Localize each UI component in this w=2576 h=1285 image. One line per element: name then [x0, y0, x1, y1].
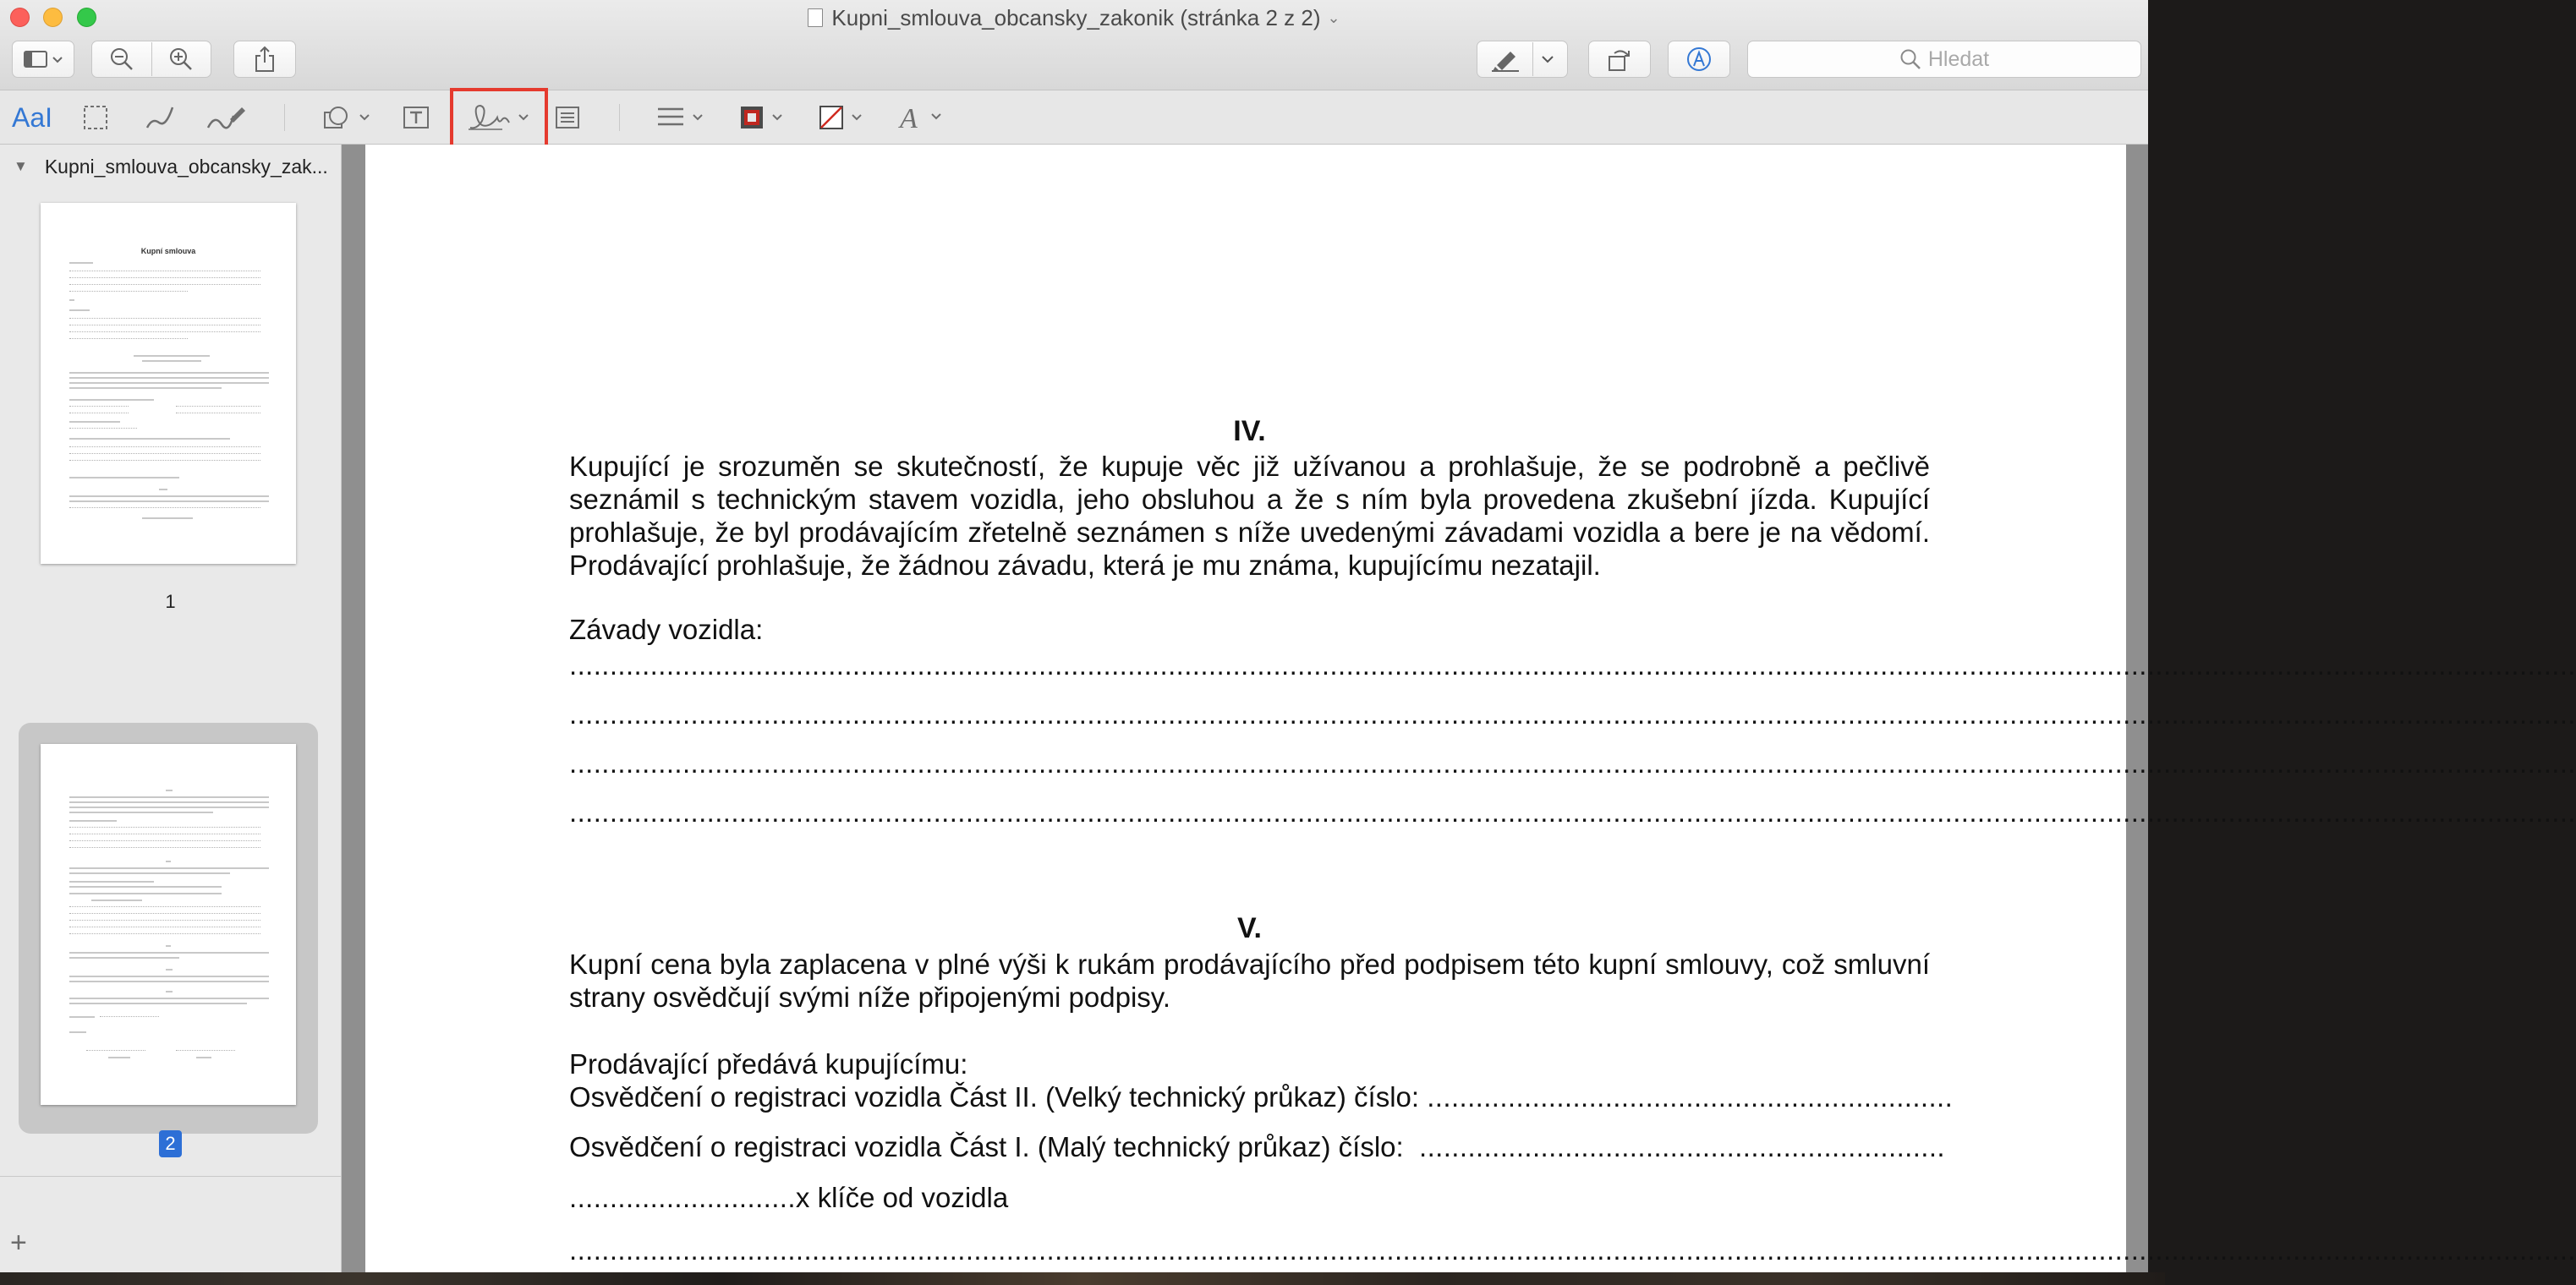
sketch-tool[interactable]	[140, 99, 178, 136]
handover-item-1-text: Osvědčení o registraci vozidla Část II. (Velký technický průkaz) číslo:	[569, 1081, 1420, 1113]
toolbar-separator	[619, 104, 620, 131]
section-v-paragraph: Kupní cena byla zaplacena v plné výši k rukám prodávajícího před podpisem této kupní smlouvy, což smluvní strany osvědčují svými níže připojenými podpisy.	[569, 949, 1930, 1013]
page-thumbnail-1[interactable]	[41, 203, 296, 564]
rectangular-selection-icon	[81, 103, 110, 132]
add-page-button[interactable]: +	[10, 1227, 27, 1259]
page-number-2-wrapper	[0, 1130, 341, 1157]
search-placeholder: Hledat	[1927, 46, 1990, 71]
toolbar-separator	[284, 104, 285, 131]
rotate-button[interactable]	[1588, 41, 1651, 78]
search-icon	[1899, 48, 1921, 70]
handover-item-2	[569, 1130, 1945, 1163]
text-selection-tool[interactable]	[12, 99, 52, 136]
font-icon	[896, 101, 951, 134]
highlight-button[interactable]	[1477, 41, 1568, 78]
sidebar-document-name: Kupni_smlouva_obcansky_zak...	[44, 155, 328, 178]
text-style-tool[interactable]	[896, 99, 951, 136]
page-number-1: 1	[165, 591, 176, 612]
rectangular-selection-tool[interactable]	[81, 99, 110, 136]
fill-in-dots: .................................................................	[1427, 1081, 1954, 1113]
handover-label: Prodávající předává kupujícímu:	[569, 1048, 968, 1080]
thumbnail-title: Kupní smlouva	[140, 247, 196, 255]
defect-line-2: ........................................................................................................................................................................................................................................................	[569, 698, 2576, 730]
shape-style-tool[interactable]	[655, 99, 709, 136]
shapes-icon	[320, 102, 374, 133]
page-thumbnail-2[interactable]	[41, 744, 296, 1105]
section-iv-heading: IV.	[1233, 415, 1266, 447]
sketch-icon	[140, 102, 178, 133]
desktop-background	[0, 1272, 2165, 1285]
zoom-control	[91, 41, 211, 78]
handover-item-3	[569, 1181, 1008, 1214]
svg-text:A: A	[900, 103, 918, 134]
defect-line-4: ........................................................................................................................................................................................................................................................	[569, 796, 2576, 828]
border-color-tool[interactable]	[737, 99, 792, 136]
section-v-heading: V.	[1236, 912, 1262, 944]
thumbnail-sidebar	[0, 145, 342, 1272]
rotate-icon	[1606, 46, 1633, 72]
zoom-out-icon	[109, 46, 134, 72]
search-input[interactable]	[1747, 41, 2141, 78]
border-color-icon	[737, 102, 792, 133]
shapes-tool[interactable]	[320, 99, 374, 136]
sidebar-view-button[interactable]	[12, 41, 74, 78]
draw-icon	[205, 102, 247, 133]
markup-icon	[1685, 46, 1713, 73]
note-tool[interactable]	[553, 99, 582, 136]
sidebar-document-header[interactable]	[14, 151, 326, 182]
document-scroll-area[interactable]	[342, 145, 2576, 1272]
text-box-tool[interactable]	[401, 99, 431, 136]
markup-toolbar-button[interactable]	[1668, 41, 1730, 78]
fill-color-tool[interactable]	[817, 99, 871, 136]
sidebar-divider	[0, 1176, 341, 1177]
document-page	[365, 145, 2576, 1272]
defect-line-3: ........................................................................................................................................................................................................................................................	[569, 747, 2576, 779]
zoom-in-button[interactable]	[152, 41, 211, 77]
markup-toolbar	[0, 90, 2148, 145]
fill-color-icon	[817, 102, 871, 133]
disclosure-triangle-icon[interactable]: ▼	[14, 158, 28, 174]
defects-label: Závady vozidla:	[569, 614, 764, 645]
chevron-down-icon: ⌄	[1327, 9, 1340, 26]
text-selection-label: AaI	[12, 101, 53, 133]
sidebar-toggle-icon	[23, 48, 63, 70]
section-iv-paragraph: Kupující je srozuměn se skutečností, že kupuje věc již užívanou a prohlašuje, že se podrobně a pečlivě seznámil s technickým stavem vozidla, jeho obsluhou a že s ním byla provedena zkušební jízda. Kupující prohlašuje, že byl prodávajícím zřetelně seznámen s níže uvedenými závadami vozidla a bere je na vědomí. Prodávající prohlašuje, že žádnou závadu, která je mu známa, kupujícímu nezatajil.	[569, 451, 1930, 581]
text-box-icon	[401, 102, 431, 133]
fill-in-dots: ............................	[569, 1182, 796, 1213]
title-bar	[0, 0, 2148, 90]
share-icon	[254, 46, 276, 73]
note-icon	[553, 103, 582, 132]
handover-item-2-text: Osvědčení o registraci vozidla Část I. (Malý technický průkaz) číslo:	[569, 1131, 1404, 1162]
highlight-pen-icon	[1490, 46, 1524, 72]
handover-item-3-text: x klíče od vozidla	[795, 1182, 1009, 1213]
defect-line-1: ........................................................................................................................................................................................................................................................	[569, 649, 2576, 681]
document-icon	[808, 8, 823, 27]
window-title[interactable]	[0, 5, 2148, 31]
sign-tool-highlight	[450, 88, 548, 148]
chevron-down-icon[interactable]	[1540, 54, 1555, 64]
window-title-text: Kupni_smlouva_obcansky_zakonik (stránka 2 z 2)	[831, 5, 1321, 30]
page-number-2: 2	[159, 1130, 181, 1157]
share-button[interactable]	[233, 41, 296, 78]
zoom-out-button[interactable]	[92, 41, 151, 77]
draw-tool[interactable]	[205, 99, 247, 136]
fill-in-dots: .................................................................	[1419, 1131, 1945, 1162]
signature-line: ........................................................................................................................................................................................................................................................	[569, 1234, 2576, 1266]
line-style-icon	[655, 102, 709, 133]
handover-item-1	[569, 1080, 1953, 1113]
zoom-in-icon	[168, 46, 194, 72]
